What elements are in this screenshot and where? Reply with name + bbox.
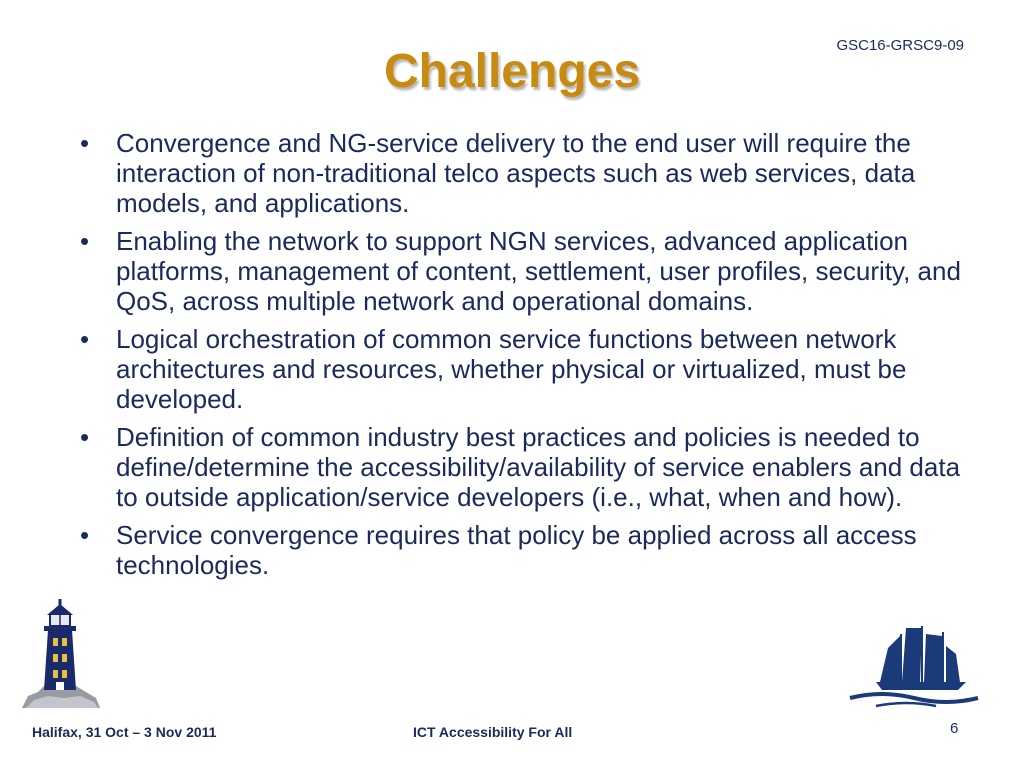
bullet-list [78, 128, 983, 588]
bullet-text: Convergence and NG-service delivery to the end user will require the interaction of non-traditional telco aspects such as web services, data models, and applications. [116, 128, 916, 218]
bullet-text: Service convergence requires that policy be applied across all access technologies. [116, 520, 917, 580]
bullet-text: Logical orchestration of common service functions between network architectures and resources, whether physical or virtualized, must be developed. [116, 324, 907, 414]
bullet-text: Definition of common industry best practices and policies is needed to define/determine the accessibility/availability of service enablers and data to outside application/service developers (i.e., what, when and how). [116, 422, 961, 512]
bullet-item [78, 128, 983, 218]
document-id: GSC16-GRSC9-09 [836, 37, 964, 54]
bullet-dot-icon: • [80, 520, 90, 550]
bullet-item [78, 422, 983, 512]
slide-title: Challenges [383, 45, 641, 98]
bullet-dot-icon: • [80, 226, 90, 256]
lighthouse-logo-icon [20, 598, 100, 710]
bullet-text: Enabling the network to support NGN services, advanced application platforms, management of content, settlement, user profiles, security, and QoS, across multiple network and operational domains. [116, 226, 961, 316]
bullet-item [78, 226, 983, 316]
bullet-item [78, 324, 983, 414]
bullet-item [78, 520, 983, 580]
bullet-dot-icon: • [80, 324, 90, 354]
bullet-dot-icon: • [80, 422, 90, 452]
bullet-dot-icon: • [80, 128, 90, 158]
footer-event-location-date: Halifax, 31 Oct – 3 Nov 2011 [32, 724, 217, 740]
footer-event-title: ICT Accessibility For All [413, 724, 573, 740]
sailing-ship-logo-icon [846, 624, 982, 708]
page-number: 6 [950, 720, 959, 737]
